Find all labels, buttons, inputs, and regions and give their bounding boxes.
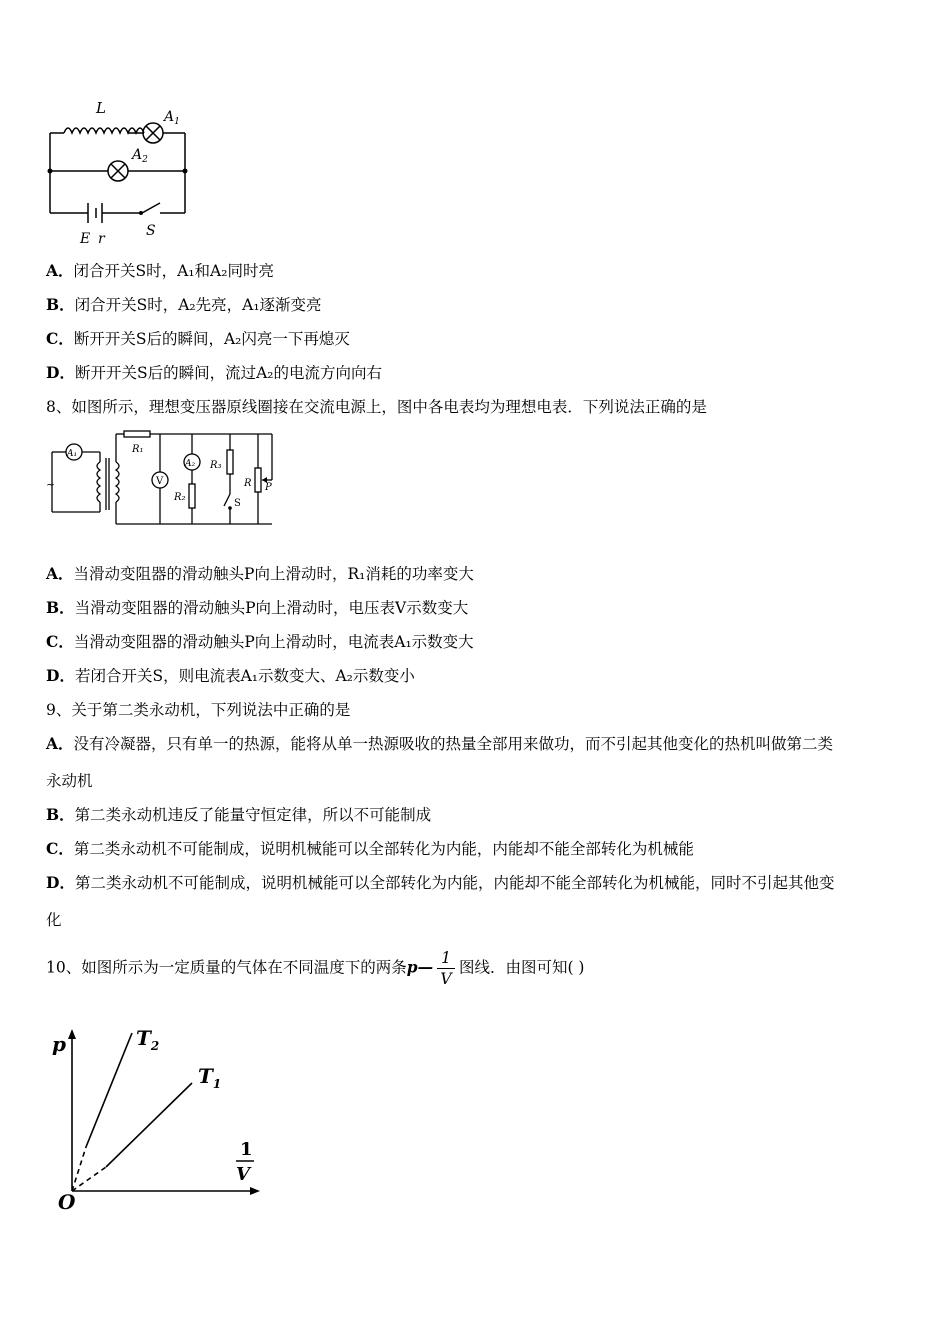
lamp-a2-label: $A_2$ [132,147,148,165]
q7-option-b: B．闭合开关S时，A₂先亮，A₁逐渐变亮 [46,295,322,314]
q9-stem: 9、关于第二类永动机，下列说法中正确的是 [46,701,351,719]
voltmeter-label: V [156,476,164,487]
ac-source-icon: ~ [46,478,56,491]
q9-option-b: B．第二类永动机违反了能量守恒定律，所以不可能制成 [46,805,432,824]
q7-option-d: D．断开开关S后的瞬间，流过A₂的电流方向向右 [46,363,382,382]
emf-label: E [80,231,91,247]
axis-p-label: p [52,1032,66,1056]
line-t2-label: $T_2$ [136,1026,160,1053]
q7-option-a: A．闭合开关S时，A₁和A₂同时亮 [46,261,274,280]
ammeter-a1-label: A₁ [67,449,78,459]
resistor-r2-label: R₂ [174,492,186,503]
resistance-r-label: r [98,231,105,247]
line-t1-label: $T_1$ [198,1064,222,1091]
lamp-a1-label: $A_1$ [164,109,180,127]
fraction-one-over-v: $\frac{1}{V}$ [437,948,455,989]
axis-inv-v-numerator: 1 [240,1139,253,1160]
resistor-r3-label: R₃ [210,460,222,471]
q7-option-c: C．断开开关S后的瞬间，A₂闪亮一下再熄灭 [46,329,350,348]
switch-label: S [146,223,156,239]
q8-option-c: C．当滑动变阻器的滑动触头P向上滑动时，电流表A₁示数变大 [46,632,474,651]
q9-option-a-cont: 永动机 [46,772,93,790]
ammeter-a2-label: A₂ [185,459,196,469]
resistor-r1-label: R₁ [132,444,144,455]
q8-option-d: D．若闭合开关S，则电流表A₁示数变大、A₂示数变小 [46,666,415,685]
origin-label: O [58,1190,76,1214]
transformer-circuit-figure-q8 [44,428,284,533]
q9-option-d-cont: 化 [46,911,62,929]
q10-stem: 10、如图所示为一定质量的气体在不同温度下的两条p— $\frac{1}{V}$ 图线．由图可知( ) [46,949,585,988]
inductor-label: L [96,99,106,117]
q8-option-a: A．当滑动变阻器的滑动触头P向上滑动时，R₁消耗的功率变大 [46,564,474,583]
q8-stem: 8、如图所示，理想变压器原线圈接在交流电源上，图中各电表均为理想电表．下列说法正确的是 [46,398,707,416]
q8-option-b: B．当滑动变阻器的滑动触头P向上滑动时，电压表V示数变大 [46,598,469,617]
q9-option-d: D．第二类永动机不可能制成，说明机械能可以全部转化为内能，内能却不能全部转化为机械能，同时不引起其他变 [46,873,835,892]
axis-inv-v-denominator: V [236,1164,250,1185]
p-inverse-v-graph [46,1025,266,1215]
q9-option-a: A．没有冷凝器，只有单一的热源，能将从单一热源吸收的热量全部用来做功，而不引起其他变化的热机叫做第二类 [46,734,834,753]
circuit-figure-q7 [40,95,200,250]
switch-s-label: S [234,498,241,509]
slider-p-label: P [265,482,272,493]
rheostat-r-label: R [244,478,252,489]
q9-option-c: C．第二类永动机不可能制成，说明机械能可以全部转化为内能，内能却不能全部转化为机械能 [46,839,694,858]
